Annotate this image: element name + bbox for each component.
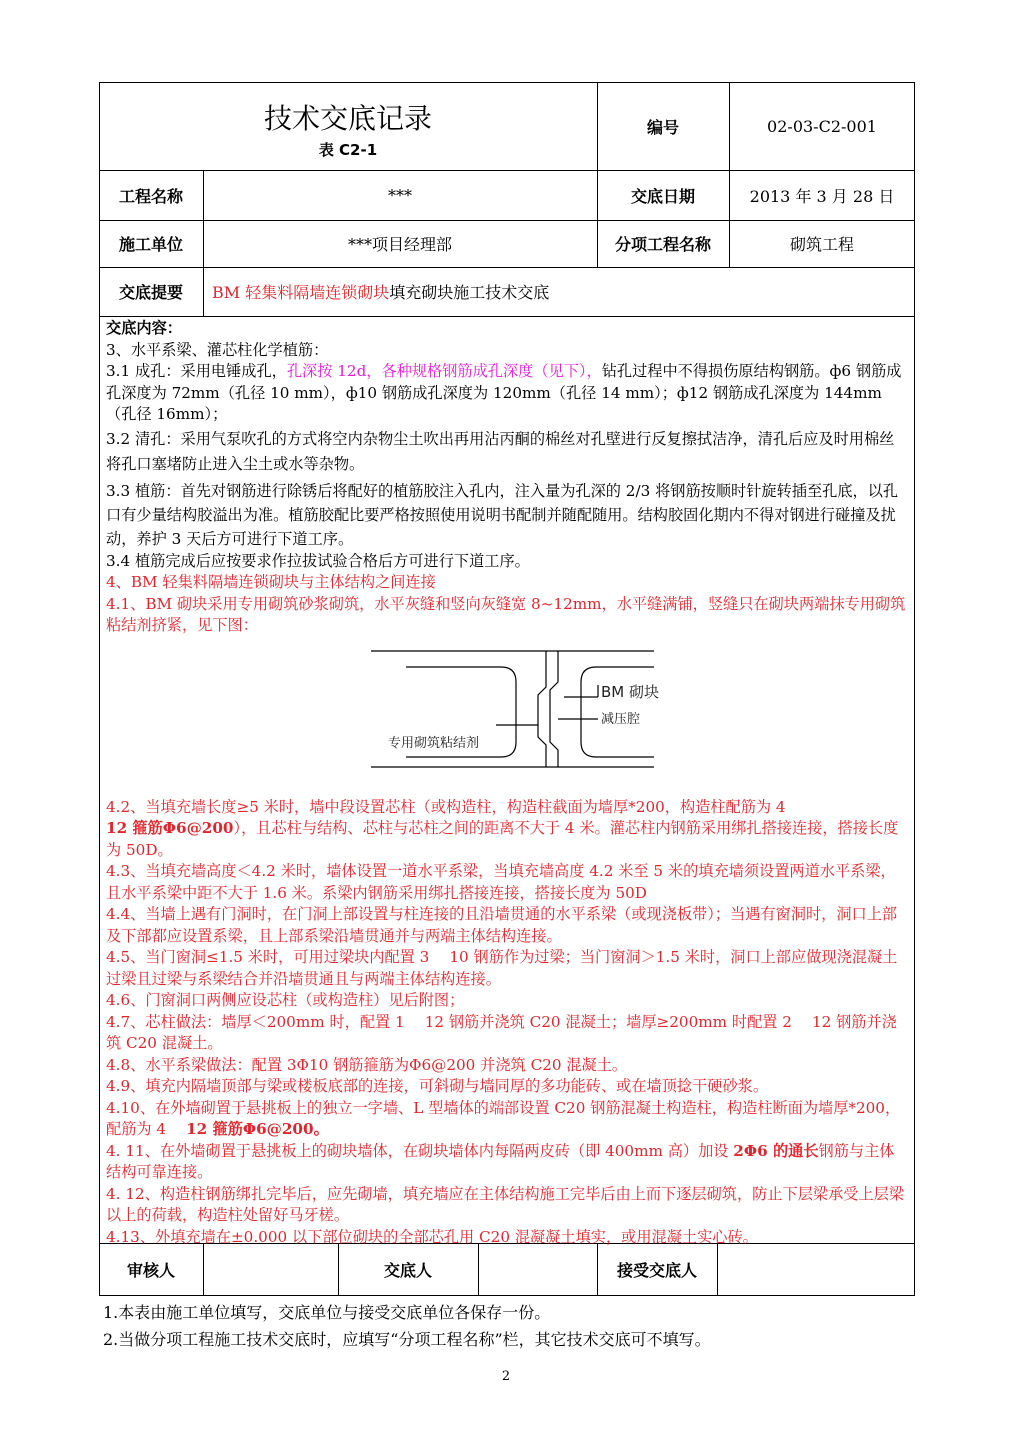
section-4-1: 4.1、BM 砌块采用专用砌筑砂浆砌筑，水平灰缝和竖向灰缝宽 8~12mm，水平缝满铺，竖缝只在砌块两端抹专用砌筑粘结剂挤紧，见下图： xyxy=(106,594,906,634)
section-4-3: 4.3、当填充墙高度＜4.2 米时，墙体设置一道水平系梁，当填充墙高度 4.2 米至 5 米的填充墙须设置两道水平系梁，且水平系梁中距不大于 1.6 米。系梁内钢筋采用绑扎搭接连接，搭接长度为 50D xyxy=(106,862,896,902)
section-4-10-bold: 12 箍筋Φ6@200。 xyxy=(186,1120,329,1138)
receiver-signature-field[interactable] xyxy=(717,1243,915,1296)
footnotes xyxy=(103,1299,711,1353)
section-4-2-text: 4.2、当填充墙长度≥5 米时，墙中段设置芯柱（或构造柱，构造柱截面为墙厚*200，构造柱配筋为 4 xyxy=(106,797,786,816)
section-4-10-text: 4.10、在外墙砌置于悬挑板上的独立一字墙、L 型墙体的端部设置 C20 钢筋混凝土构造柱，构造柱断面为墙厚*200，配筋为 4 xyxy=(106,1098,901,1138)
section-3-1-highlight: 孔深按 12d，各种规格钢筋成孔深度（见下）， xyxy=(286,362,602,380)
document-title: 技术交底记录 xyxy=(263,101,432,135)
reviewer-label: 审核人 xyxy=(126,1261,175,1280)
section-3-1 xyxy=(106,361,906,426)
unit-label: 施工单位 xyxy=(118,235,183,254)
section-4-heading: 4、BM 轻集料隔墙连锁砌块与主体结构之间连接 xyxy=(106,573,436,591)
number-label: 编号 xyxy=(646,117,679,137)
section-4-11 xyxy=(106,1141,906,1184)
note-1: 1.本表由施工单位填写，交底单位与接受交底单位各保存一份。 xyxy=(103,1303,551,1322)
subproject-label: 分项工程名称 xyxy=(614,235,711,254)
section-4-10 xyxy=(106,1098,906,1141)
section-4-9: 4.9、填充内隔墙顶部与梁或楼板底部的连接，可斜砌与墙同厚的多功能砖、或在墙顶捻干硬砂浆。 xyxy=(106,1077,769,1095)
discloser-signature-field[interactable] xyxy=(478,1243,597,1296)
subproject-value: 砌筑工程 xyxy=(789,235,854,254)
number-value: 02-03-C2-001 xyxy=(767,116,877,136)
section-4-2 xyxy=(106,797,906,862)
note-2: 2.当做分项工程施工技术交底时，应填写“分项工程名称”栏，其它技术交底可不填写。 xyxy=(103,1330,711,1349)
project-name-label: 工程名称 xyxy=(118,186,183,206)
summary-label: 交底提要 xyxy=(118,283,183,302)
section-4-5: 4.5、当门窗洞≤1.5 米时，可用过梁块内配置 3 10 钢筋作为过梁；当门窗洞＞1.5 米时，洞口上部应做现浇混凝土过梁且过梁与系梁结合并沿墙贯通且与两端主体结构连接。 xyxy=(106,948,898,988)
summary-value xyxy=(212,267,902,316)
groove-joint xyxy=(550,651,558,767)
discloser-label: 交底人 xyxy=(383,1261,432,1280)
date-label: 交底日期 xyxy=(630,186,695,206)
section-4-2-bold: 12 箍筋Φ6@200 xyxy=(106,819,234,837)
tongue-joint xyxy=(538,651,546,767)
section-4-12: 4. 12、构造柱钢筋绑扎完毕后，应先砌墙，填充墙应在主体结构施工完毕后由上而下逐层砌筑，防止下层梁承受上层梁以上的荷载，构造柱处留好马牙槎。 xyxy=(106,1184,905,1224)
form-number: 表 C2-1 xyxy=(318,140,378,159)
section-4-4: 4.4、当墙上遇有门洞时，在门洞上部设置与柱连接的且沿墙贯通的水平系梁（或现浇板带）；当遇有窗洞时，洞口上部及下部都应设置系梁，且上部系梁沿墙贯通并与两端主体结构连接。 xyxy=(106,905,898,945)
section-4-7: 4.7、芯柱做法：墙厚＜200mm 时，配置 1 12 钢筋并浇筑 C20 混凝土；墙厚≥200mm 时配置 2 12 钢筋并浇筑 C20 混凝土。 xyxy=(106,1012,897,1052)
section-3-4: 3.4 植筋完成后应按要求作拉拔试验合格后方可进行下道工序。 xyxy=(106,551,530,570)
section-3-heading: 3、水平系梁、灌芯柱化学植筋： xyxy=(106,340,329,359)
reviewer-signature-field[interactable] xyxy=(203,1243,338,1296)
disclosure-content xyxy=(106,318,906,1248)
summary-text: 填充砌块施工技术交底 xyxy=(389,283,550,302)
section-3-1-text-end: 钻孔过程中不得损伤原结构钢筋。ф6 钢筋成孔深度为 72mm（孔径 10 mm），ф10 钢筋成孔深度为 120mm（孔径 14 mm）；ф12 钢筋成孔深度为 144mm（孔径 16mm）； xyxy=(106,362,902,423)
section-4-2-text-end: ），且芯柱与结构、芯柱与芯柱之间的距离不大于 4 米。灌芯柱内钢筋采用绑扎搭接连接，搭接长度为 50D。 xyxy=(106,819,899,859)
date-value: 2013 年 3 月 28 日 xyxy=(749,186,895,206)
unit-value: ***项目经理部 xyxy=(347,235,452,254)
label-adhesive: 专用砌筑粘结剂 xyxy=(388,735,480,751)
label-bm-block: BM 砌块 xyxy=(601,682,660,701)
section-3-1-text: 3.1 成孔：采用电锤成孔， xyxy=(106,362,287,380)
title-cell xyxy=(99,82,597,170)
page-number: 2 xyxy=(501,1369,511,1384)
section-4-6: 4.6、门窗洞口两侧应设芯柱（或构造柱）见后附图； xyxy=(106,991,465,1009)
section-4-11-text-end: 钢筋与主体结构可靠连接。 xyxy=(106,1141,895,1181)
section-3-2: 3.2 清孔：采用气泵吹孔的方式将空内杂物尘土吹出再用沾丙酮的棉丝对孔壁进行反复擦拭洁净，清孔后应及时用棉丝将孔口塞堵防止进入尘土或水等杂物。 xyxy=(106,429,895,473)
row-divider xyxy=(99,316,915,317)
receiver-label: 接受交底人 xyxy=(616,1261,697,1280)
section-4-8: 4.8、水平系梁做法：配置 3Φ10 钢筋箍筋为Φ6@200 并浇筑 C20 混凝土。 xyxy=(106,1055,628,1074)
section-3-3: 3.3 植筋：首先对钢筋进行除锈后将配好的植筋胶注入孔内，注入量为孔深的 2/3 将钢筋按顺时针旋转插至孔底，以孔口有少量结构胶溢出为准。植筋胶配比要严格按照使用说明书配制并随配随用。结构胶固化期内不得对钢进行碰撞及扰动，养护 3 天后方可进行下道工序。 xyxy=(106,481,899,548)
content-label: 交底内容： xyxy=(106,319,182,337)
section-4-11-text: 4. 11、在外墙砌置于悬挑板上的砌块墙体，在砌块墙体内每隔两皮砖（即 400mm 高）加设 xyxy=(106,1141,734,1160)
label-cavity: 减压腔 xyxy=(601,711,641,727)
project-name-value: *** xyxy=(388,185,412,205)
section-4-11-bold: 2Φ6 的通长 xyxy=(733,1141,819,1160)
summary-highlight: BM 轻集料隔墙连锁砌块 xyxy=(212,283,390,302)
joint-diagram xyxy=(106,637,906,797)
section-4-13: 4.13、外填充墙在±0.000 以下部位砌块的全部芯孔用 C20 混凝凝土填实，或用混凝土实心砖。 xyxy=(106,1227,758,1246)
